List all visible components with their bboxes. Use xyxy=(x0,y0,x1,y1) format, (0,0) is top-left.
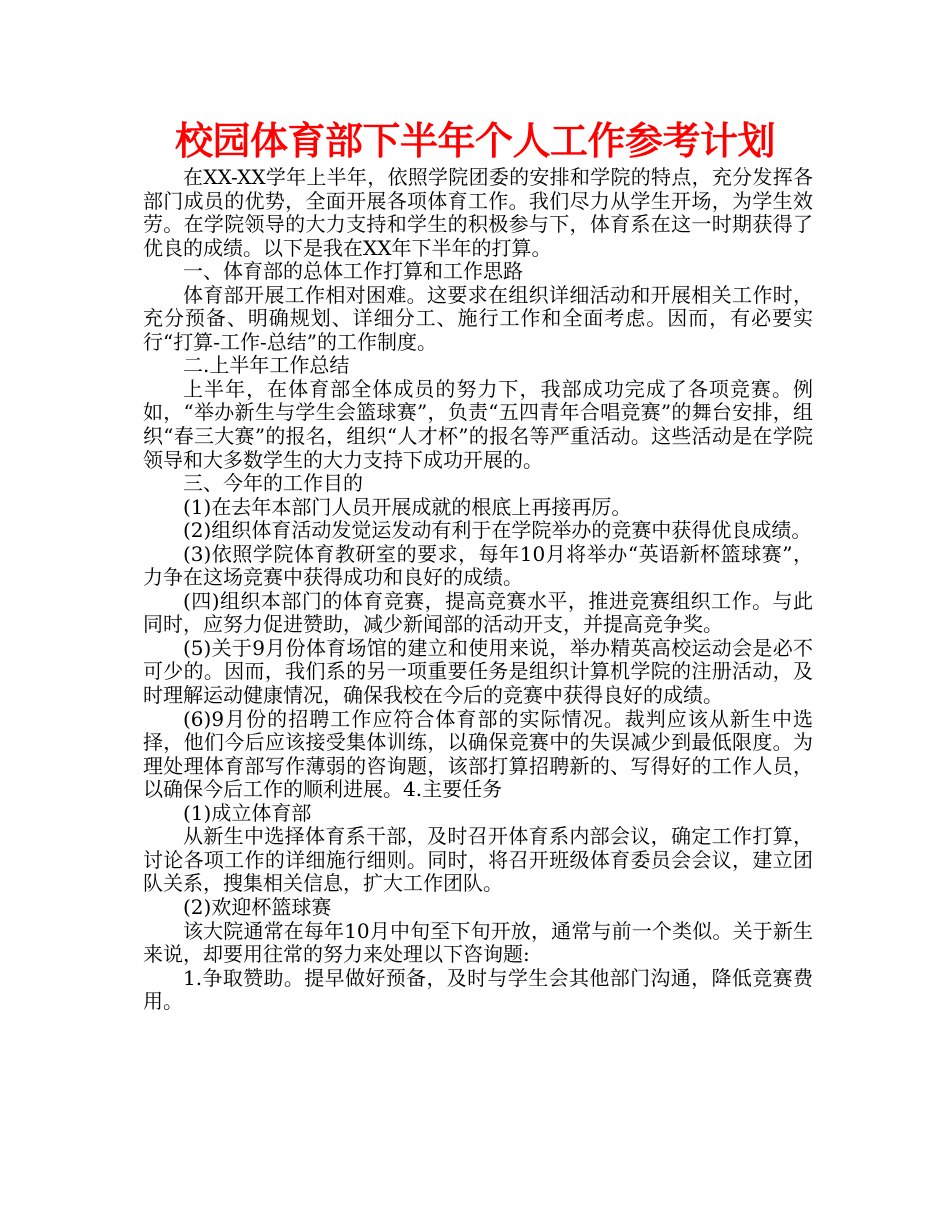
document-body xyxy=(143,166,813,1014)
goal-item-1: (1)在去年本部门人员开展成就的根底上再接再厉。 xyxy=(183,494,632,519)
task-heading-1: (1)成立体育部 xyxy=(183,800,312,825)
task-item-sponsorship: 1.争取赞助。提早做好预备，及时与学生会其他部门沟通，降低竞赛费用。 xyxy=(143,965,813,1014)
paragraph-overall-plan: 体育部开展工作相对困难。这要求在组织详细活动和开展相关工作时，充分预备、明确规划、详细分工、施行工作和全面考虑。因而，有必要实行“打算-工作-总结”的工作制度。 xyxy=(143,282,813,354)
task-paragraph-1: 从新生中选择体育系干部，及时召开体育系内部会议，确定工作打算，讨论各项工作的详细施行细则。同时，将召开班级体育委员会会议，建立团队关系，搜集相关信息，扩大工作团队。 xyxy=(143,824,813,896)
task-heading-2: (2)欢迎杯篮球赛 xyxy=(183,894,332,919)
paragraph-intro: 在XX-XX学年上半年，依照学院团委的安排和学院的特点，充分发挥各部门成员的优势，全面开展各项体育工作。我们尽力从学生开场，为学生效劳。在学院领导的大力支持和学生的积极参与下，体育系在这一时期获得了优良的成绩。以下是我在XX年下半年的打算。 xyxy=(143,165,813,260)
heading-overall-plan: 一、体育部的总体工作打算和工作思路 xyxy=(183,259,523,284)
paragraph-first-half-summary: 上半年，在体育部全体成员的努力下，我部成功完成了各项竞赛。例如，“举办新生与学生会篮球赛”，负责“五四青年合唱竞赛”的舞台安排，组织“春三大赛”的报名，组织“人才杯”的报名等严重活动。这些活动是在学院领导和大多数学生的大力支持下成功开展的。 xyxy=(143,376,813,472)
heading-goals: 三、今年的工作目的 xyxy=(183,471,363,496)
document-title: 校园体育部下半年个人工作参考计划 xyxy=(174,119,775,163)
goal-item-4: (四)组织本部门的体育竞赛，提高竞赛水平，推进竞赛组织工作。与此同时，应努力促进赞助，减少新闻部的活动开支，并提高竞争奖。 xyxy=(143,588,813,637)
goal-item-6: (6)9月份的招聘工作应符合体育部的实际情况。裁判应该从新生中选择，他们今后应该接受集体训练，以确保竞赛中的失误减少到最低限度。为理处理体育部写作薄弱的咨询题，该部打算招聘新的、写得好的工作人员，以确保今后工作的顺利进展。4.主要任务 xyxy=(143,706,813,802)
heading-first-half-summary: 二.上半年工作总结 xyxy=(183,353,350,378)
goal-item-2: (2)组织体育活动发觉运发动有利于在学院举办的竞赛中获得优良成绩。 xyxy=(183,518,812,543)
task-paragraph-2: 该大院通常在每年10月中旬至下旬开放，通常与前一个类似。关于新生来说，却要用往常的努力来处理以下咨询题: xyxy=(143,918,813,967)
goal-item-5: (5)关于9月份体育场馆的建立和使用来说，举办精英高校运动会是必不可少的。因而，我们系的另一项重要任务是组织计算机学院的注册活动，及时理解运动健康情况，确保我校在今后的竞赛中获得良好的成绩。 xyxy=(143,635,813,708)
goal-item-3: (3)依照学院体育教研室的要求，每年10月将举办“英语新杯篮球赛”，力争在这场竞赛中获得成功和良好的成绩。 xyxy=(143,541,813,590)
